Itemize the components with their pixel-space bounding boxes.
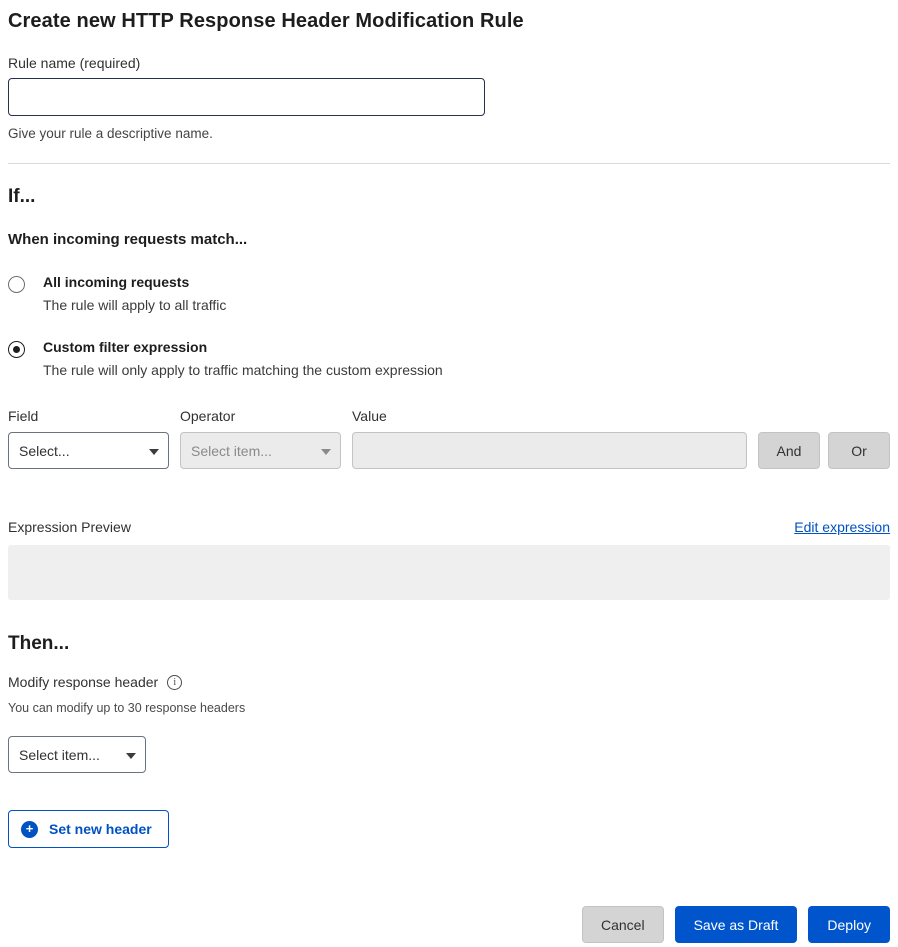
modify-response-header-label: Modify response header xyxy=(8,674,159,690)
operator-column xyxy=(180,408,341,469)
if-section-subheading: When incoming requests match... xyxy=(8,231,248,248)
if-section-heading: If... xyxy=(8,186,36,207)
rule-name-help: Give your rule a descriptive name. xyxy=(8,126,213,141)
expression-preview-label: Expression Preview xyxy=(8,519,131,535)
create-rule-page xyxy=(0,10,898,947)
set-new-header-label: Set new header xyxy=(49,821,152,837)
save-as-draft-button[interactable]: Save as Draft xyxy=(675,906,798,943)
set-new-header-button[interactable] xyxy=(8,810,169,848)
section-divider xyxy=(8,163,890,164)
deploy-button[interactable]: Deploy xyxy=(808,906,890,943)
radio-all-incoming-requests-icon[interactable] xyxy=(8,276,25,293)
edit-expression-link[interactable]: Edit expression xyxy=(794,519,890,535)
or-button[interactable]: Or xyxy=(828,432,890,469)
chevron-down-icon xyxy=(321,449,331,455)
radio-custom-filter-expression-desc: The rule will only apply to traffic matching the custom expression xyxy=(43,362,443,378)
radio-option-all-incoming-requests[interactable] xyxy=(8,274,890,313)
chevron-down-icon xyxy=(149,449,159,455)
expression-builder-row xyxy=(8,408,890,469)
response-header-action-select[interactable] xyxy=(8,736,146,773)
response-header-limit-note: You can modify up to 30 response headers xyxy=(8,701,246,715)
value-label: Value xyxy=(352,408,387,424)
field-column xyxy=(8,408,169,469)
field-select-value: Select... xyxy=(19,442,70,459)
rule-name-input[interactable] xyxy=(8,78,485,116)
and-button[interactable]: And xyxy=(758,432,820,469)
expression-preview-header xyxy=(8,519,890,535)
radio-option-custom-filter-expression[interactable] xyxy=(8,339,890,378)
cancel-button[interactable]: Cancel xyxy=(582,906,664,943)
page-title: Create new HTTP Response Header Modification Rule xyxy=(8,10,524,32)
radio-all-incoming-requests-label: All incoming requests xyxy=(43,274,190,290)
field-label: Field xyxy=(8,408,39,424)
footer-actions xyxy=(582,906,890,943)
operator-select-value: Select item... xyxy=(191,442,272,459)
modify-response-header-row xyxy=(8,674,890,690)
plus-icon: + xyxy=(21,821,38,838)
value-input[interactable] xyxy=(352,432,747,469)
value-column xyxy=(352,408,747,469)
radio-all-incoming-requests-desc: The rule will apply to all traffic xyxy=(43,297,227,313)
info-icon[interactable]: i xyxy=(167,675,182,690)
operator-label: Operator xyxy=(180,408,236,424)
then-section-heading: Then... xyxy=(8,633,70,654)
radio-custom-filter-expression-label: Custom filter expression xyxy=(43,339,208,355)
expression-preview-box xyxy=(8,545,890,600)
field-select[interactable] xyxy=(8,432,169,469)
operator-select[interactable] xyxy=(180,432,341,469)
response-header-action-value: Select item... xyxy=(19,746,100,763)
chevron-down-icon xyxy=(126,753,136,759)
rule-name-label: Rule name (required) xyxy=(8,55,141,71)
radio-custom-filter-expression-icon[interactable] xyxy=(8,341,25,358)
